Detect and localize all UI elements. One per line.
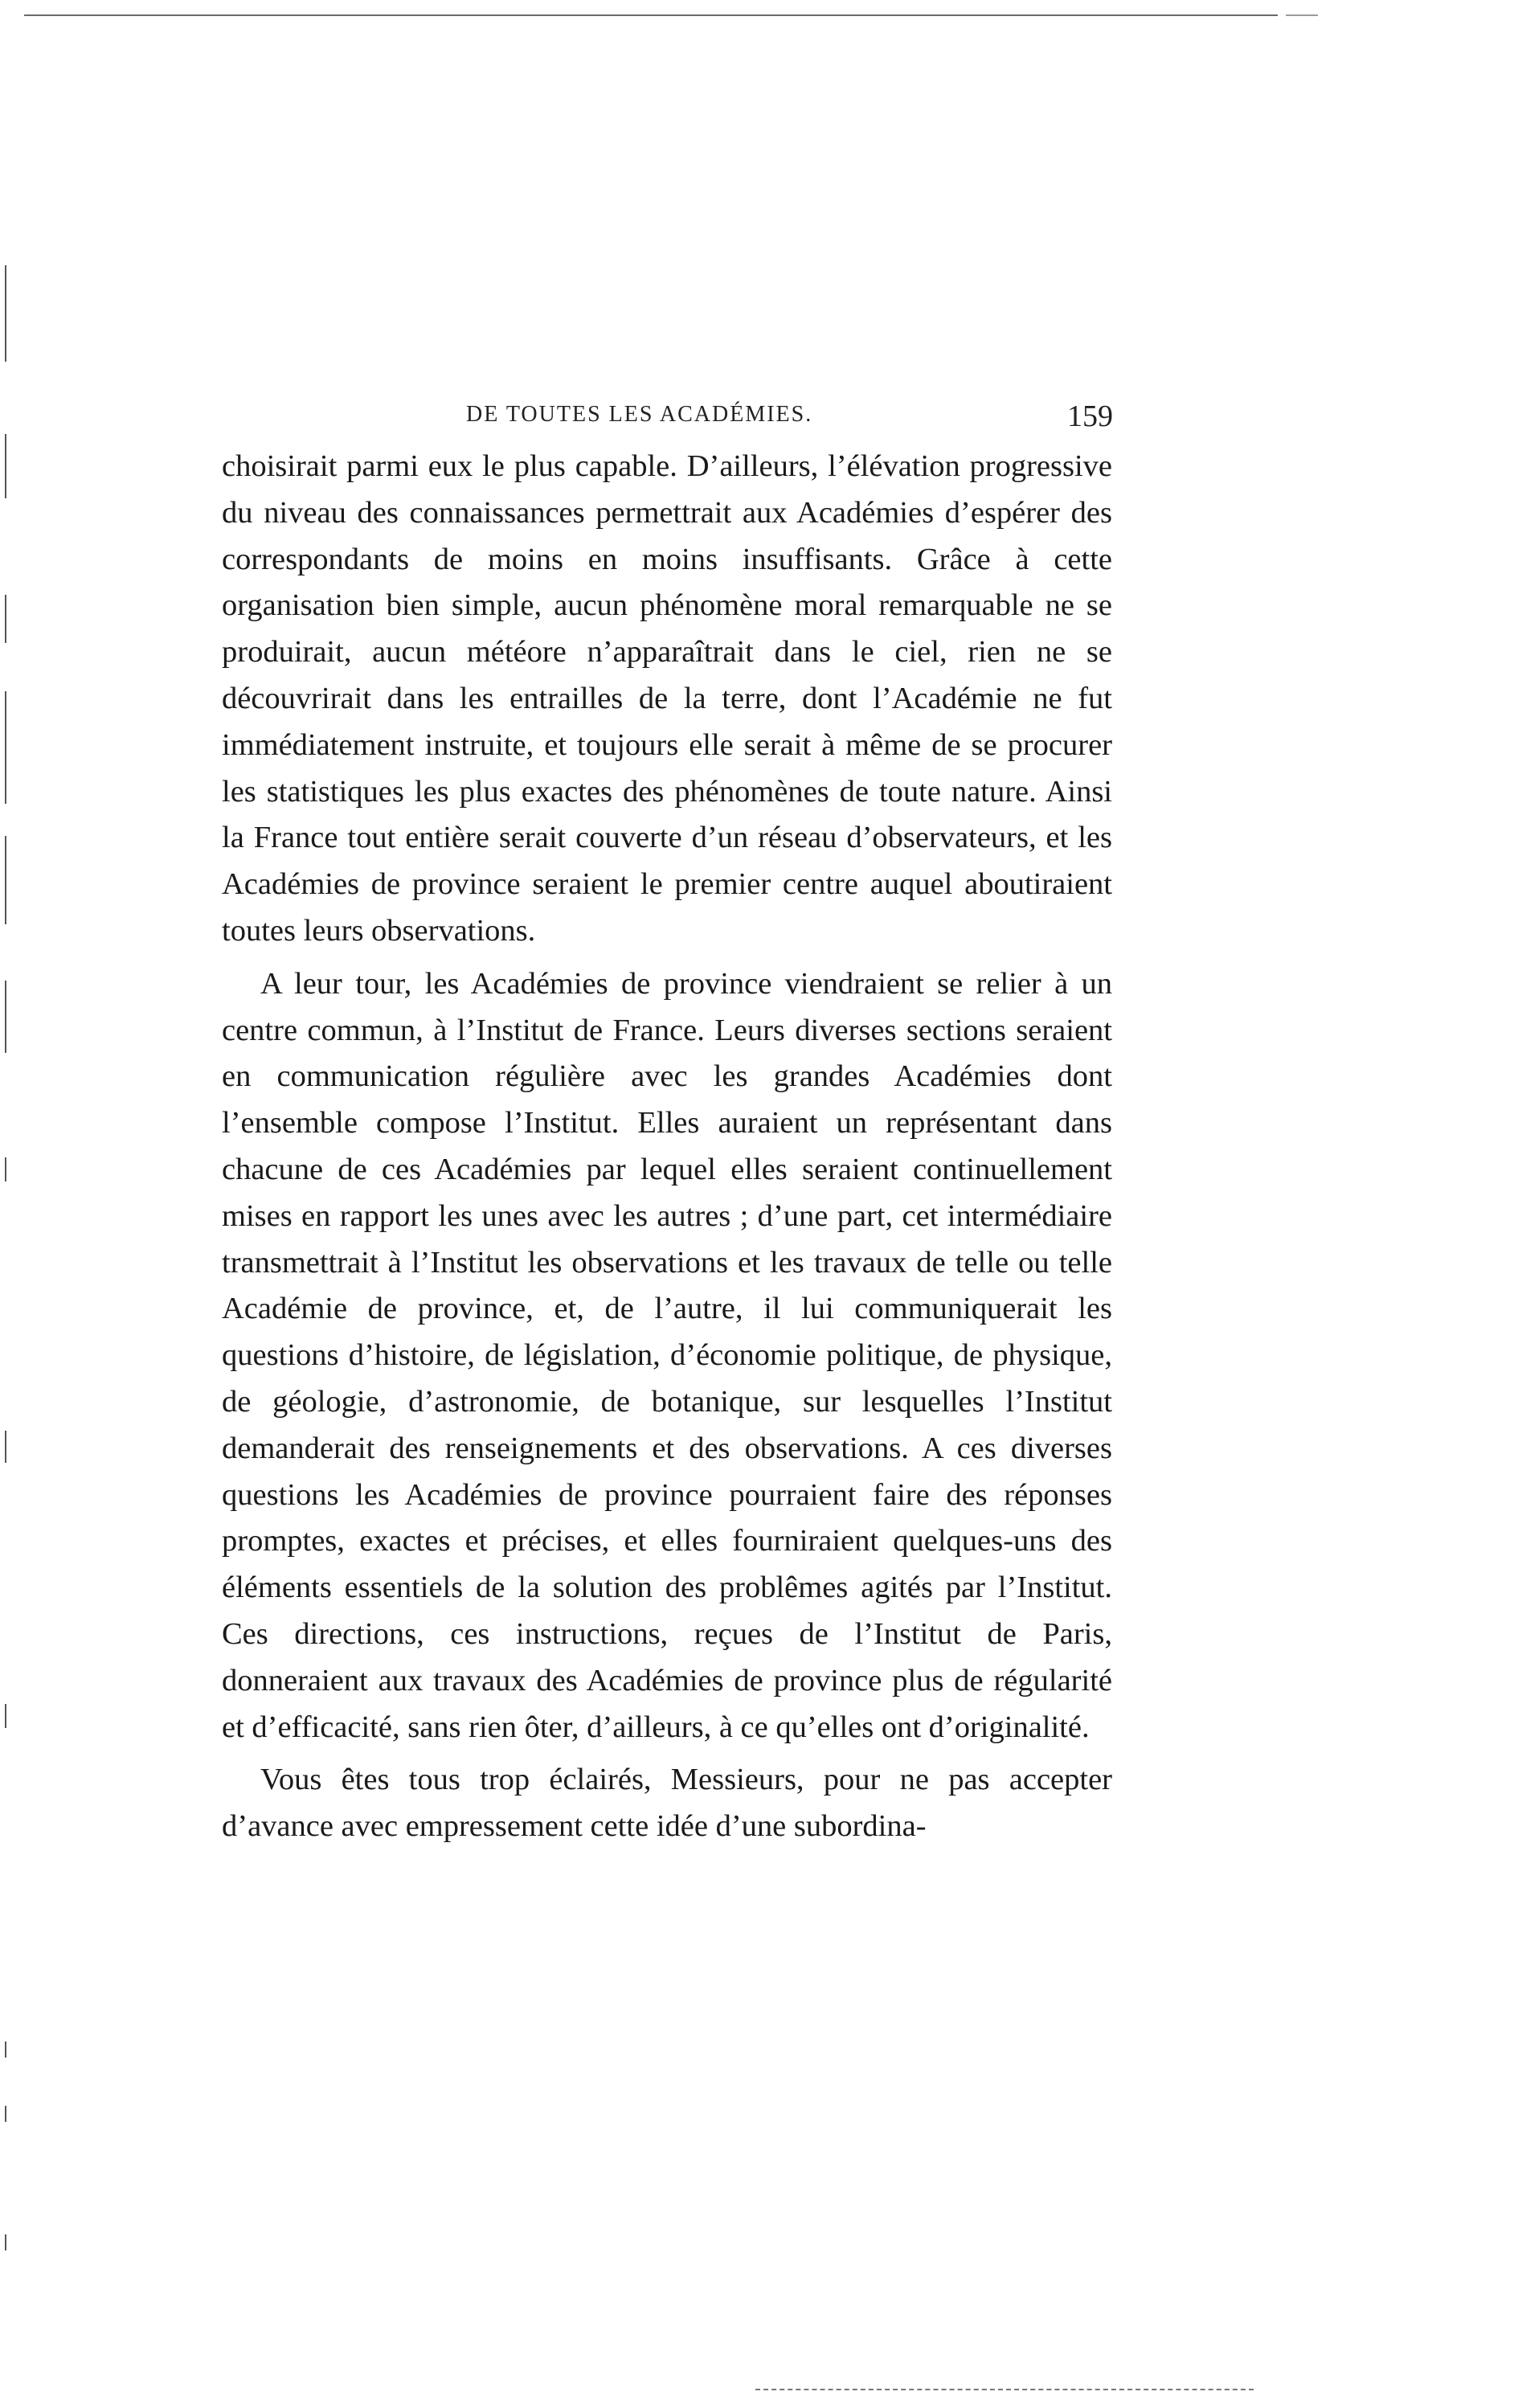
margin-mark [5, 836, 6, 924]
paragraph-3: Vous êtes tous trop éclairés, Messieurs, pour ne pas accepter d’avance avec empressement cette idée d’une subordina- [222, 1763, 1112, 1844]
running-head: DE TOUTES LES ACADÉMIES. [466, 402, 813, 427]
margin-mark [5, 2106, 6, 2122]
margin-mark [5, 2234, 6, 2250]
page-header [233, 399, 1113, 439]
margin-mark [5, 2041, 6, 2058]
scan-margin-marks [0, 0, 16, 2408]
body-text [222, 444, 1112, 1850]
margin-mark [5, 434, 6, 498]
scan-edge-rule [24, 14, 1278, 16]
margin-mark [5, 981, 6, 1053]
paragraph-1: choisirait parmi eux le plus capable. D’ailleurs, l’élévation progressive du niveau des connaissances permettrait aux Académies d’espérer des correspondants de moins en moins insuffisants. Grâce à cette organisation bien simple, aucun phénomène moral remarquable ne se produirait, aucun météore n’apparaîtrait dans le ciel, rien ne se découvrirait dans les entrailles de la terre, dont l’Académie ne fut immédiatement instruite, et toujours elle serait à même de se procurer les statistiques les plus exactes des phénomènes de toute nature. Ainsi la France tout entière serait couverte d’un réseau d’observateurs, et les Académies de province seraient le premier centre auquel aboutiraient toutes leurs observations. [222, 449, 1112, 948]
scan-bottom-marks [755, 2389, 1254, 2392]
paragraph-2: A leur tour, les Académies de province viendraient se relier à un centre commun, à l’Institut de France. Leurs diverses sections seraient en communication régulière avec les grandes Académies dont l’ensemble compose l’Institut. Elles auraient un représentant dans chacune de ces Académies par lequel elles seraient continuellement mises en rapport les unes avec les autres ; d’une part, cet intermédiaire transmettrait à l’Institut les observations et les travaux de telle ou telle Académie de province, et, de l’autre, il lui communiquerait les questions d’histoire, de législation, d’économie politique, de physique, de géologie, d’astronomie, de botanique, sur lesquelles l’Institut demanderait des renseignements et des observations. A ces diverses questions les Académies de province pourraient faire des réponses promptes, exactes et précises, et elles fourniraient quelques-uns des éléments essentiels de la solution des problêmes agités par l’Institut. Ces directions, ces instructions, reçues de l’Institut de Paris, donneraient aux travaux des Académies de province plus de régularité et d’efficacité, sans rien ôter, d’ailleurs, à ce qu’elles ont d’originalité. [222, 966, 1112, 1744]
margin-mark [5, 595, 6, 643]
margin-mark [5, 1704, 6, 1728]
margin-mark [5, 265, 6, 362]
margin-mark [5, 1431, 6, 1463]
margin-mark [5, 1157, 6, 1181]
page-number: 159 [1067, 399, 1113, 433]
scan-edge-rule-fragment [1286, 14, 1318, 16]
margin-mark [5, 691, 6, 804]
